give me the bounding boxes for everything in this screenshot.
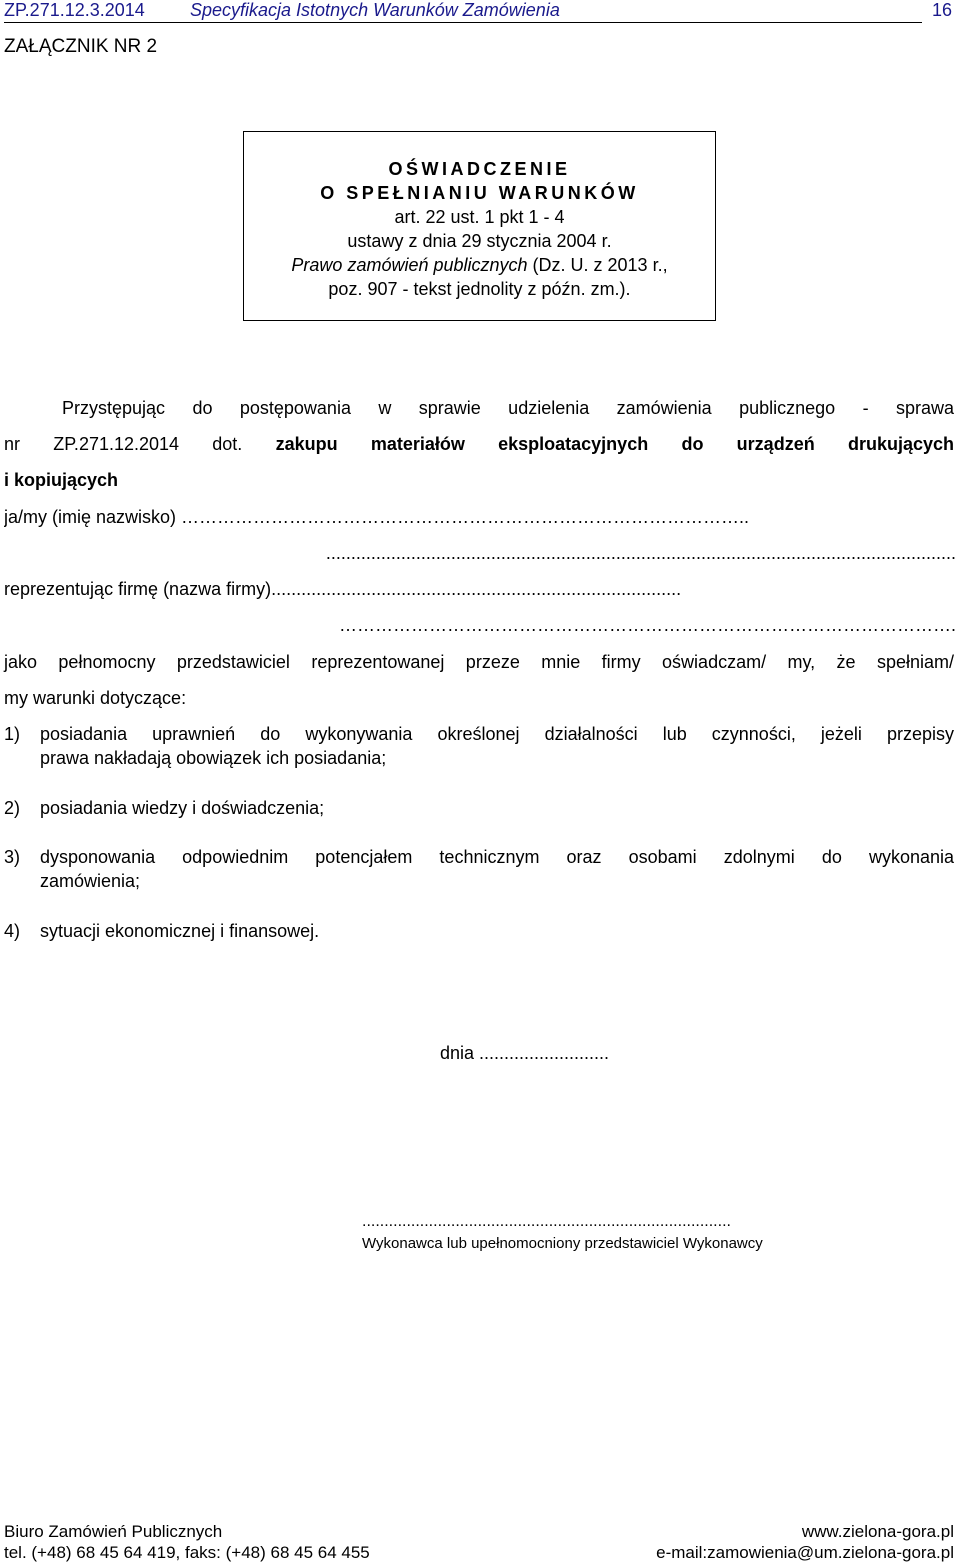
legal-act-position: poz. 907 - tekst jednolity z późn. zm.). (328, 279, 631, 299)
header-title: Specyfikacja Istotnych Warunków Zamówienia (190, 0, 560, 20)
condition-3-number: 3) (4, 847, 21, 867)
company-field (4, 579, 956, 600)
condition-3-line-2: zamówienia; (40, 871, 141, 891)
signature-caption: Wykonawca lub upełnomocniony przedstawiciel Wykonawcy (362, 1235, 763, 1252)
date-field: dnia .......................... (440, 1043, 610, 1063)
name-dots-line-2: .............................................................................................................................. (325, 543, 956, 563)
name-field (4, 507, 956, 528)
footer-email: e-mail:zamowienia@um.zielona-gora.pl (656, 1543, 954, 1562)
intro-line-1: Przystępując do postępowania w sprawie udzielenia zamówienia publicznego - sprawa (62, 398, 954, 418)
company-label: reprezentując firmę (nazwa firmy) (4, 579, 272, 599)
condition-4-number: 4) (4, 921, 21, 941)
declaration-line-2: my warunki dotyczące: (4, 688, 187, 708)
procurement-subject-cont: i kopiujących (4, 470, 119, 490)
condition-1-number: 1) (4, 724, 21, 744)
legal-act-italic: Prawo zamówień publicznych (291, 255, 528, 275)
signature-dots: ................................................................................... (362, 1213, 731, 1230)
legal-act-journal: (Dz. U. z 2013 r., (527, 255, 668, 275)
declaration-title-box (243, 131, 716, 321)
page-number: 16 (932, 0, 953, 20)
legal-act-date: ustawy z dnia 29 stycznia 2004 r. (347, 231, 612, 251)
declaration-subheading: O SPEŁNIANIU WARUNKÓW (320, 183, 639, 203)
case-number: nr ZP.271.12.2014 dot. (4, 434, 243, 454)
declaration-line-1: jako pełnomocny przedstawiciel reprezentowanej przeze mnie firmy oświadczam/ my, że spełniam/ (4, 652, 954, 672)
header-ref: ZP.271.12.3.2014 (4, 0, 145, 20)
name-label: ja/my (imię nazwisko) (4, 507, 182, 527)
attachment-title: ZAŁĄCZNIK NR 2 (4, 36, 158, 57)
footer-phone: tel. (+48) 68 45 64 419, faks: (+48) 68 45 64 455 (4, 1543, 370, 1562)
company-dots-line-2: …………………………………………………………………………………………. (338, 615, 956, 635)
intro-line-2 (4, 434, 954, 455)
legal-article: art. 22 ust. 1 pkt 1 - 4 (394, 207, 565, 227)
footer-office: Biuro Zamówień Publicznych (4, 1522, 223, 1541)
condition-1-line-1: posiadania uprawnień do wykonywania określonej działalności lub czynności, jeżeli przepisy (40, 724, 954, 744)
declaration-heading: OŚWIADCZENIE (388, 159, 571, 179)
company-dots: .................................................................................. (271, 579, 682, 599)
procurement-subject: zakupu materiałów eksploatacyjnych do urządzeń drukujących (275, 434, 954, 454)
legal-act-name (244, 253, 715, 277)
header-rule (4, 22, 922, 23)
condition-4-line-1: sytuacji ekonomicznej i finansowej. (40, 921, 320, 941)
condition-3-line-1: dysponowania odpowiednim potencjałem technicznym oraz osobami zdolnymi do wykonania (40, 847, 954, 867)
condition-1-line-2: prawa nakładają obowiązek ich posiadania; (40, 748, 387, 768)
name-dots: ………………………………………………………………………………….. (181, 507, 750, 527)
condition-2-line-1: posiadania wiedzy i doświadczenia; (40, 798, 325, 818)
condition-2-number: 2) (4, 798, 21, 818)
footer-website: www.zielona-gora.pl (801, 1522, 954, 1541)
